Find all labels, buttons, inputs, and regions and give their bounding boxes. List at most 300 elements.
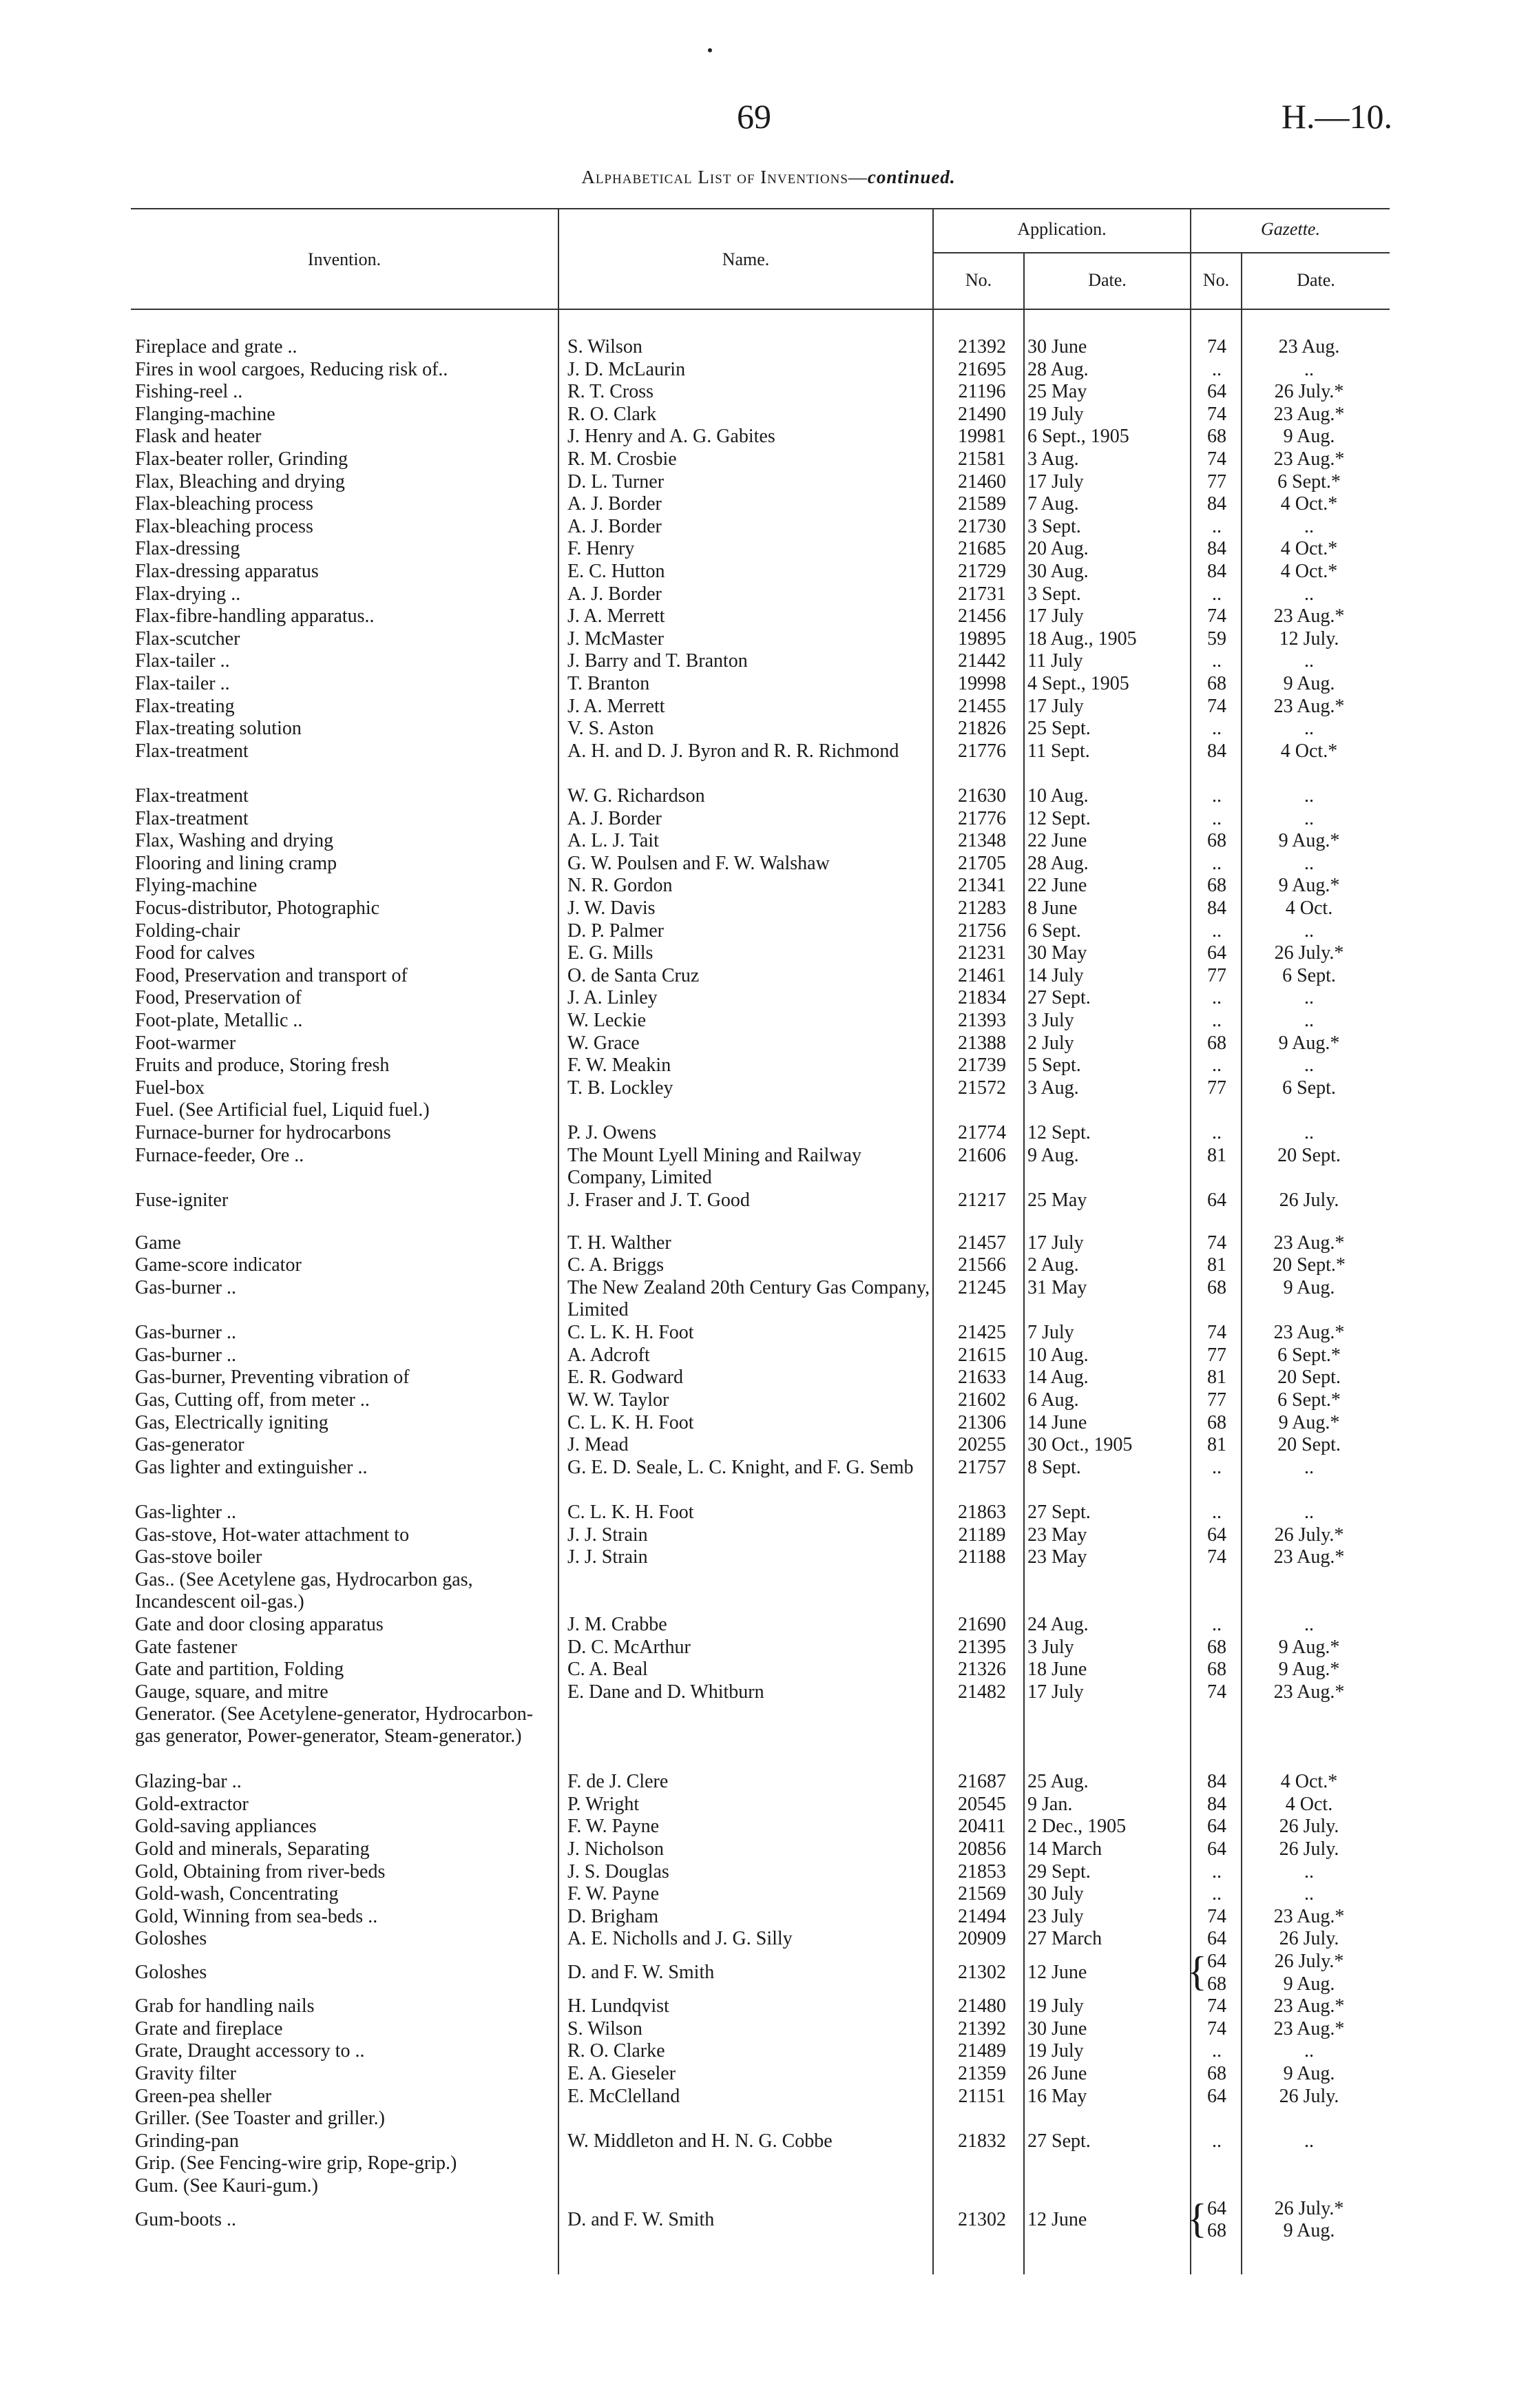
gazette-no-cell: 64 bbox=[1207, 1838, 1226, 1860]
invention-cell: Furnace-burner for hydrocarbons bbox=[135, 1122, 391, 1143]
invention-cell: Flax-fibre-handling apparatus.. bbox=[135, 605, 375, 627]
application-date-cell: 14 March bbox=[1027, 1838, 1102, 1860]
gazette-date-cell: 9 Aug.* bbox=[1278, 875, 1340, 897]
gazette-no-cell: 68 bbox=[1207, 2220, 1226, 2242]
gazette-date-cell: 23 Aug.* bbox=[1273, 403, 1345, 425]
invention-cell: Gas-burner, Preventing vibration of bbox=[135, 1367, 410, 1389]
application-no-cell: 21245 bbox=[958, 1276, 1006, 1298]
gazette-no-cell: 68 bbox=[1207, 1973, 1226, 1995]
application-no-cell: 21687 bbox=[958, 1771, 1006, 1793]
name-cell: J. Barry and T. Branton bbox=[567, 650, 748, 672]
name-cell: E. A. Gieseler bbox=[567, 2062, 676, 2084]
gazette-no-cell: 77 bbox=[1207, 964, 1226, 986]
application-no-cell: 20545 bbox=[958, 1793, 1006, 1815]
name-cell: E. C. Hutton bbox=[567, 561, 665, 582]
application-no-cell: 21326 bbox=[958, 1659, 1006, 1681]
application-no-cell: 21425 bbox=[958, 1322, 1006, 1344]
name-cell: D. P. Palmer bbox=[567, 920, 664, 942]
gazette-no-cell: 84 bbox=[1207, 1793, 1226, 1815]
application-date-cell: 10 Aug. bbox=[1027, 785, 1089, 807]
gazette-date-cell: .. bbox=[1304, 358, 1314, 380]
gazette-date-cell: 20 Sept.* bbox=[1273, 1254, 1346, 1276]
page-number: 69 bbox=[737, 97, 771, 136]
invention-cell: Fuel. (See Artificial fuel, Liquid fuel.) bbox=[135, 1099, 430, 1121]
name-cell: S. Wilson bbox=[567, 336, 642, 357]
application-date-cell: 7 July bbox=[1027, 1322, 1074, 1344]
application-no-cell: 21480 bbox=[958, 1995, 1006, 2017]
name-cell: C. A. Beal bbox=[567, 1659, 648, 1681]
application-no-cell: 21302 bbox=[958, 2208, 1006, 2230]
application-no-cell: 21863 bbox=[958, 1501, 1006, 1523]
name-cell: P. J. Owens bbox=[567, 1122, 657, 1143]
invention-cell: Gold-saving appliances bbox=[135, 1816, 317, 1838]
invention-cell: Grinding-pan bbox=[135, 2130, 239, 2152]
gazette-no-cell: 68 bbox=[1207, 1636, 1226, 1658]
invention-cell: Green-pea sheller bbox=[135, 2085, 272, 2107]
invention-cell: Fireplace and grate .. bbox=[135, 336, 297, 357]
application-date-cell: 12 Sept. bbox=[1027, 807, 1091, 829]
application-date-cell: 17 July bbox=[1027, 470, 1084, 492]
gazette-no-cell: 68 bbox=[1207, 830, 1226, 852]
gazette-date-cell: .. bbox=[1304, 718, 1314, 740]
invention-cell: Grip. (See Fencing-wire grip, Rope-grip.) bbox=[135, 2152, 457, 2175]
gazette-no-cell: .. bbox=[1212, 583, 1222, 605]
gazette-no-cell: 59 bbox=[1207, 627, 1226, 650]
invention-cell: Goloshes bbox=[135, 1962, 207, 1984]
name-cell: A. L. J. Tait bbox=[567, 830, 659, 852]
gazette-no-cell: .. bbox=[1212, 785, 1222, 807]
name-cell: E. R. Godward bbox=[567, 1367, 683, 1389]
invention-cell: Gas-generator bbox=[135, 1434, 244, 1456]
name-cell: T. Branton bbox=[567, 673, 650, 694]
application-date-cell: 22 June bbox=[1027, 875, 1087, 897]
application-no-cell: 21834 bbox=[958, 987, 1006, 1009]
header-name: Name. bbox=[722, 249, 770, 269]
gazette-date-cell: 6 Sept. bbox=[1282, 964, 1336, 986]
gazette-no-cell: 81 bbox=[1207, 1144, 1226, 1166]
application-date-cell: 18 June bbox=[1027, 1659, 1087, 1681]
application-date-cell: 14 July bbox=[1027, 964, 1084, 986]
invention-cell: Gas-burner .. bbox=[135, 1322, 236, 1344]
invention-cell: Flanging-machine bbox=[135, 403, 275, 425]
application-no-cell: 21392 bbox=[958, 336, 1006, 357]
application-no-cell: 21756 bbox=[958, 920, 1006, 942]
name-cell: A. H. and D. J. Byron and R. R. Richmond bbox=[567, 740, 899, 762]
gazette-no-cell: 64 bbox=[1207, 1928, 1226, 1950]
gazette-date-cell: 6 Sept.* bbox=[1277, 470, 1341, 492]
application-no-cell: 21392 bbox=[958, 2017, 1006, 2039]
gazette-no-cell: 64 bbox=[1207, 1524, 1226, 1546]
gazette-no-cell: 74 bbox=[1207, 2017, 1226, 2039]
application-date-cell: 3 Aug. bbox=[1027, 1077, 1079, 1099]
gazette-date-cell: .. bbox=[1304, 920, 1314, 942]
gazette-date-cell: 23 Aug.* bbox=[1273, 605, 1345, 627]
application-no-cell: 21388 bbox=[958, 1032, 1006, 1054]
invention-cell: Gas-stove, Hot-water attachment to bbox=[135, 1524, 410, 1546]
invention-cell: Grab for handling nails bbox=[135, 1995, 315, 2017]
invention-cell: Flax-drying .. bbox=[135, 583, 241, 605]
gazette-date-cell: 23 Aug.* bbox=[1273, 2017, 1345, 2039]
name-cell: W. W. Taylor bbox=[567, 1389, 669, 1411]
name-cell: The New Zealand 20th Century Gas Company, Limited bbox=[567, 1276, 930, 1320]
invention-cell: Folding-chair bbox=[135, 920, 240, 942]
gazette-date-cell: .. bbox=[1304, 2130, 1314, 2152]
invention-cell: Gold, Obtaining from river-beds bbox=[135, 1860, 386, 1882]
name-cell: J. M. Crabbe bbox=[567, 1613, 667, 1635]
gazette-no-cell: 68 bbox=[1207, 875, 1226, 897]
gazette-no-cell: .. bbox=[1212, 1456, 1222, 1478]
name-cell: J. D. McLaurin bbox=[567, 358, 686, 380]
section-code: H.—10. bbox=[1281, 97, 1392, 136]
application-date-cell: 25 Sept. bbox=[1027, 718, 1091, 740]
name-cell: F. de J. Clere bbox=[567, 1771, 669, 1793]
gazette-no-cell: .. bbox=[1212, 1055, 1222, 1077]
invention-cell: Gas, Cutting off, from meter .. bbox=[135, 1389, 370, 1411]
application-date-cell: 23 May bbox=[1027, 1546, 1087, 1568]
name-cell: C. L. K. H. Foot bbox=[567, 1322, 694, 1344]
application-no-cell: 19998 bbox=[958, 673, 1006, 694]
header-gazette-date: Date. bbox=[1297, 270, 1335, 290]
gazette-date-cell: 6 Sept.* bbox=[1277, 1344, 1341, 1366]
gazette-no-cell: .. bbox=[1212, 1010, 1222, 1031]
invention-cell: Glazing-bar .. bbox=[135, 1771, 242, 1793]
invention-cell: Flax-bleaching process bbox=[135, 493, 313, 515]
application-no-cell: 19895 bbox=[958, 627, 1006, 650]
name-cell: F. W. Meakin bbox=[567, 1055, 671, 1077]
application-no-cell: 21739 bbox=[958, 1055, 1006, 1077]
invention-cell: Flax-treatment bbox=[135, 740, 249, 762]
name-cell: J. S. Douglas bbox=[567, 1860, 669, 1882]
gazette-no-cell: .. bbox=[1212, 1860, 1222, 1882]
application-no-cell: 21606 bbox=[958, 1144, 1006, 1166]
application-date-cell: 3 Sept. bbox=[1027, 515, 1081, 537]
name-cell: E. McClelland bbox=[567, 2085, 680, 2107]
application-date-cell: 2 July bbox=[1027, 1032, 1074, 1054]
gazette-date-cell: 23 Aug.* bbox=[1273, 1681, 1345, 1703]
application-no-cell: 21196 bbox=[958, 381, 1006, 403]
invention-cell: Griller. (See Toaster and griller.) bbox=[135, 2108, 385, 2130]
gazette-brace: { bbox=[1187, 2195, 1207, 2241]
header-application-date: Date. bbox=[1088, 270, 1127, 290]
gazette-no-cell: .. bbox=[1212, 1501, 1222, 1523]
header-gazette-no: No. bbox=[1202, 270, 1230, 290]
gazette-date-cell: 9 Aug. bbox=[1283, 2220, 1335, 2242]
invention-cell: Gauge, square, and mitre bbox=[135, 1681, 328, 1703]
gazette-date-cell: 26 July. bbox=[1279, 1838, 1339, 1860]
application-date-cell: 6 Aug. bbox=[1027, 1389, 1079, 1411]
invention-cell: Gas-stove boiler bbox=[135, 1546, 262, 1568]
invention-cell: Gold-extractor bbox=[135, 1793, 249, 1815]
gazette-date-cell: 23 Aug.* bbox=[1273, 1232, 1345, 1254]
gazette-no-cell: .. bbox=[1212, 2040, 1222, 2062]
invention-cell: Focus-distributor, Photographic bbox=[135, 897, 380, 919]
invention-cell: Flax-tailer .. bbox=[135, 650, 230, 672]
application-no-cell: 21615 bbox=[958, 1344, 1006, 1366]
application-date-cell: 3 July bbox=[1027, 1010, 1074, 1031]
application-date-cell: 30 June bbox=[1027, 2017, 1087, 2039]
application-date-cell: 8 June bbox=[1027, 897, 1078, 919]
gazette-no-cell: 74 bbox=[1207, 605, 1226, 627]
gazette-date-cell: 26 July. bbox=[1279, 1816, 1339, 1838]
application-date-cell: 22 June bbox=[1027, 830, 1087, 852]
gazette-no-cell: 68 bbox=[1207, 673, 1226, 694]
application-no-cell: 20909 bbox=[958, 1928, 1006, 1950]
gazette-no-cell: .. bbox=[1212, 1883, 1222, 1905]
gazette-no-cell: .. bbox=[1212, 1122, 1222, 1143]
gazette-date-cell: 20 Sept. bbox=[1277, 1434, 1341, 1456]
gazette-no-cell: 74 bbox=[1207, 1681, 1226, 1703]
gazette-date-cell: .. bbox=[1304, 515, 1314, 537]
gazette-no-cell: 84 bbox=[1207, 493, 1226, 515]
name-cell: J. J. Strain bbox=[567, 1524, 648, 1546]
name-cell: E. G. Mills bbox=[567, 942, 654, 964]
invention-cell: Flax, Bleaching and drying bbox=[135, 470, 345, 492]
gazette-date-cell: .. bbox=[1304, 1613, 1314, 1635]
gazette-no-cell: 68 bbox=[1207, 2062, 1226, 2084]
gazette-date-cell: 26 July.* bbox=[1274, 2197, 1344, 2219]
invention-cell: Foot-warmer bbox=[135, 1032, 236, 1054]
gazette-date-cell: 9 Aug. bbox=[1283, 1276, 1335, 1298]
name-cell: A. Adcroft bbox=[567, 1344, 650, 1366]
gazette-no-cell: 81 bbox=[1207, 1367, 1226, 1389]
application-no-cell: 21306 bbox=[958, 1411, 1006, 1433]
gazette-date-cell: 26 July.* bbox=[1274, 942, 1344, 964]
name-cell: R. T. Cross bbox=[567, 381, 654, 403]
name-cell: J. Fraser and J. T. Good bbox=[567, 1189, 750, 1211]
application-date-cell: 6 Sept., 1905 bbox=[1027, 426, 1129, 448]
name-cell: D. Brigham bbox=[567, 1905, 659, 1927]
gazette-date-cell: 26 July.* bbox=[1274, 1950, 1344, 1972]
gazette-date-cell: .. bbox=[1304, 1010, 1314, 1031]
invention-cell: Game bbox=[135, 1232, 181, 1254]
application-no-cell: 21490 bbox=[958, 403, 1006, 425]
application-no-cell: 21348 bbox=[958, 830, 1006, 852]
gazette-no-cell: 68 bbox=[1207, 1659, 1226, 1681]
name-cell: A. J. Border bbox=[567, 493, 662, 515]
invention-cell: Gold-wash, Concentrating bbox=[135, 1883, 339, 1905]
application-date-cell: 7 Aug. bbox=[1027, 493, 1079, 515]
application-date-cell: 30 July bbox=[1027, 1883, 1084, 1905]
gazette-no-cell: .. bbox=[1212, 718, 1222, 740]
application-date-cell: 8 Sept. bbox=[1027, 1456, 1081, 1478]
application-date-cell: 11 Sept. bbox=[1027, 740, 1090, 762]
name-cell: D. L. Turner bbox=[567, 470, 665, 492]
gazette-no-cell: .. bbox=[1212, 650, 1222, 672]
invention-cell: Gravity filter bbox=[135, 2062, 236, 2084]
name-cell: V. S. Aston bbox=[567, 718, 654, 740]
gazette-date-cell: .. bbox=[1304, 650, 1314, 672]
application-date-cell: 19 July bbox=[1027, 403, 1084, 425]
invention-cell: Gate fastener bbox=[135, 1636, 238, 1658]
invention-cell: Flax-dressing apparatus bbox=[135, 561, 319, 582]
gazette-date-cell: .. bbox=[1304, 987, 1314, 1009]
gazette-no-cell: 64 bbox=[1207, 381, 1226, 403]
name-cell: J. A. Merrett bbox=[567, 695, 665, 717]
gazette-date-cell: 20 Sept. bbox=[1277, 1367, 1341, 1389]
gazette-no-cell: .. bbox=[1212, 1613, 1222, 1635]
name-cell: W. G. Richardson bbox=[567, 785, 705, 807]
gazette-date-cell: 4 Oct.* bbox=[1280, 740, 1338, 762]
application-date-cell: 11 July bbox=[1027, 650, 1083, 672]
application-no-cell: 21217 bbox=[958, 1189, 1006, 1211]
gazette-date-cell: 9 Aug. bbox=[1283, 426, 1335, 448]
application-date-cell: 2 Aug. bbox=[1027, 1254, 1079, 1276]
application-date-cell: 26 June bbox=[1027, 2062, 1087, 2084]
name-cell: J. A. Merrett bbox=[567, 605, 665, 627]
gazette-no-cell: 77 bbox=[1207, 1344, 1226, 1366]
name-cell: W. Grace bbox=[567, 1032, 640, 1054]
application-no-cell: 21393 bbox=[958, 1010, 1006, 1031]
invention-cell: Fires in wool cargoes, Reducing risk of.. bbox=[135, 358, 448, 380]
list-title-continued: continued. bbox=[867, 167, 956, 187]
gazette-no-cell: 68 bbox=[1207, 1276, 1226, 1298]
gazette-date-cell: 4 Oct.* bbox=[1280, 1771, 1338, 1793]
application-no-cell: 21695 bbox=[958, 358, 1006, 380]
application-no-cell: 21231 bbox=[958, 942, 1006, 964]
name-cell: W. Leckie bbox=[567, 1010, 647, 1031]
application-no-cell: 21731 bbox=[958, 583, 1006, 605]
application-date-cell: 3 July bbox=[1027, 1636, 1074, 1658]
invention-cell: Flax-treating bbox=[135, 695, 235, 717]
application-no-cell: 21832 bbox=[958, 2130, 1006, 2152]
application-date-cell: 30 May bbox=[1027, 942, 1087, 964]
invention-cell: Gum-boots .. bbox=[135, 2208, 236, 2230]
application-date-cell: 19 July bbox=[1027, 2040, 1084, 2062]
name-cell: G. E. D. Seale, L. C. Knight, and F. G. Semb bbox=[567, 1456, 914, 1478]
application-date-cell: 5 Sept. bbox=[1027, 1055, 1081, 1077]
application-no-cell: 21489 bbox=[958, 2040, 1006, 2062]
gazette-no-cell: 74 bbox=[1207, 1995, 1226, 2017]
gazette-date-cell: 23 Aug.* bbox=[1273, 1546, 1345, 1568]
invention-cell: Flax-treatment bbox=[135, 785, 249, 807]
gazette-date-cell: 23 Aug.* bbox=[1273, 1322, 1345, 1344]
application-no-cell: 21572 bbox=[958, 1077, 1006, 1099]
gazette-date-cell: 4 Oct. bbox=[1285, 897, 1333, 919]
name-cell: J. Henry and A. G. Gabites bbox=[567, 426, 775, 448]
gazette-no-cell: 68 bbox=[1207, 1032, 1226, 1054]
invention-cell: Flax-treatment bbox=[135, 807, 249, 829]
name-cell: J. W. Davis bbox=[567, 897, 656, 919]
application-date-cell: 24 Aug. bbox=[1027, 1613, 1089, 1635]
application-date-cell: 28 Aug. bbox=[1027, 852, 1089, 874]
application-no-cell: 21460 bbox=[958, 470, 1006, 492]
application-date-cell: 17 July bbox=[1027, 1232, 1084, 1254]
name-cell: J. J. Strain bbox=[567, 1546, 648, 1568]
gazette-date-cell: 23 Aug.* bbox=[1273, 448, 1345, 470]
gazette-date-cell: 9 Aug. bbox=[1283, 673, 1335, 694]
gazette-date-cell: 6 Sept.* bbox=[1277, 1389, 1341, 1411]
application-no-cell: 21757 bbox=[958, 1456, 1006, 1478]
gazette-date-cell: 4 Oct. bbox=[1285, 1793, 1333, 1815]
gazette-date-cell: 9 Aug.* bbox=[1278, 830, 1340, 852]
gazette-date-cell: 20 Sept. bbox=[1277, 1144, 1341, 1166]
application-no-cell: 21705 bbox=[958, 852, 1006, 874]
gazette-no-cell: 84 bbox=[1207, 897, 1226, 919]
application-no-cell: 21630 bbox=[958, 785, 1006, 807]
name-cell: G. W. Poulsen and F. W. Walshaw bbox=[567, 852, 830, 874]
gazette-date-cell: .. bbox=[1304, 1122, 1314, 1143]
gazette-no-cell: 74 bbox=[1207, 1322, 1226, 1344]
gazette-date-cell: 9 Aug.* bbox=[1278, 1032, 1340, 1054]
name-cell: J. McMaster bbox=[567, 627, 664, 650]
name-cell: F. W. Payne bbox=[567, 1883, 660, 1905]
invention-cell: Furnace-feeder, Ore .. bbox=[135, 1144, 304, 1166]
gazette-no-cell: 74 bbox=[1207, 403, 1226, 425]
gazette-no-cell: .. bbox=[1212, 807, 1222, 829]
name-cell: F. Henry bbox=[567, 538, 635, 560]
gazette-no-cell: 64 bbox=[1207, 2085, 1226, 2107]
gazette-brace: { bbox=[1187, 1948, 1207, 1994]
invention-cell: Grate and fireplace bbox=[135, 2017, 283, 2039]
gazette-no-cell: 74 bbox=[1207, 336, 1226, 357]
gazette-no-cell: .. bbox=[1212, 2130, 1222, 2152]
invention-cell: Foot-plate, Metallic .. bbox=[135, 1010, 303, 1031]
invention-cell: Game-score indicator bbox=[135, 1254, 302, 1276]
application-no-cell: 21482 bbox=[958, 1681, 1006, 1703]
gazette-no-cell: 64 bbox=[1207, 942, 1226, 964]
invention-cell: Fuse-igniter bbox=[135, 1189, 229, 1211]
application-date-cell: 9 Jan. bbox=[1027, 1793, 1073, 1815]
application-date-cell: 30 June bbox=[1027, 336, 1087, 357]
header-application-no: No. bbox=[965, 270, 992, 290]
gazette-date-cell: 26 July. bbox=[1279, 1189, 1339, 1211]
application-no-cell: 21455 bbox=[958, 695, 1006, 717]
gazette-no-cell: 74 bbox=[1207, 1546, 1226, 1568]
invention-cell: Flax-scutcher bbox=[135, 627, 240, 650]
application-no-cell: 21774 bbox=[958, 1122, 1006, 1143]
invention-cell: Gas, Electrically igniting bbox=[135, 1411, 328, 1433]
invention-cell: Fruits and produce, Storing fresh bbox=[135, 1055, 390, 1077]
gazette-no-cell: 81 bbox=[1207, 1254, 1226, 1276]
invention-cell: Gas-lighter .. bbox=[135, 1501, 236, 1523]
gazette-date-cell: .. bbox=[1304, 1456, 1314, 1478]
name-cell: N. R. Gordon bbox=[567, 875, 673, 897]
gazette-date-cell: 9 Aug. bbox=[1283, 2062, 1335, 2084]
application-no-cell: 20411 bbox=[958, 1816, 1006, 1838]
application-date-cell: 17 July bbox=[1027, 605, 1084, 627]
gazette-date-cell: .. bbox=[1304, 807, 1314, 829]
application-no-cell: 21776 bbox=[958, 740, 1006, 762]
list-title-main: Alphabetical List of Inventions— bbox=[581, 167, 868, 187]
header-gazette: Gazette. bbox=[1261, 219, 1320, 239]
name-cell: D. and F. W. Smith bbox=[567, 2208, 715, 2230]
gazette-no-cell: 84 bbox=[1207, 538, 1226, 560]
application-no-cell: 21359 bbox=[958, 2062, 1006, 2084]
gazette-no-cell: .. bbox=[1212, 852, 1222, 874]
application-date-cell: 25 May bbox=[1027, 1189, 1087, 1211]
name-cell: A. J. Border bbox=[567, 515, 662, 537]
name-cell: A. J. Border bbox=[567, 583, 662, 605]
gazette-date-cell: .. bbox=[1304, 785, 1314, 807]
name-cell: T. H. Walther bbox=[567, 1232, 671, 1254]
header-invention: Invention. bbox=[307, 249, 381, 269]
name-cell: C. L. K. H. Foot bbox=[567, 1411, 694, 1433]
name-cell: F. W. Payne bbox=[567, 1816, 660, 1838]
gazette-date-cell: 23 Aug.* bbox=[1273, 695, 1345, 717]
application-date-cell: 14 June bbox=[1027, 1411, 1087, 1433]
gazette-date-cell: 23 Aug.* bbox=[1273, 1905, 1345, 1927]
gazette-date-cell: 23 Aug. bbox=[1278, 336, 1340, 357]
application-no-cell: 21776 bbox=[958, 807, 1006, 829]
invention-cell: Gold and minerals, Separating bbox=[135, 1838, 370, 1860]
invention-cell: Flax-dressing bbox=[135, 538, 240, 560]
application-date-cell: 29 Sept. bbox=[1027, 1860, 1091, 1882]
invention-cell: Food for calves bbox=[135, 942, 255, 964]
gazette-date-cell: 9 Aug.* bbox=[1278, 1636, 1340, 1658]
application-no-cell: 21494 bbox=[958, 1905, 1006, 1927]
gazette-no-cell: .. bbox=[1212, 987, 1222, 1009]
application-date-cell: 17 July bbox=[1027, 1681, 1084, 1703]
